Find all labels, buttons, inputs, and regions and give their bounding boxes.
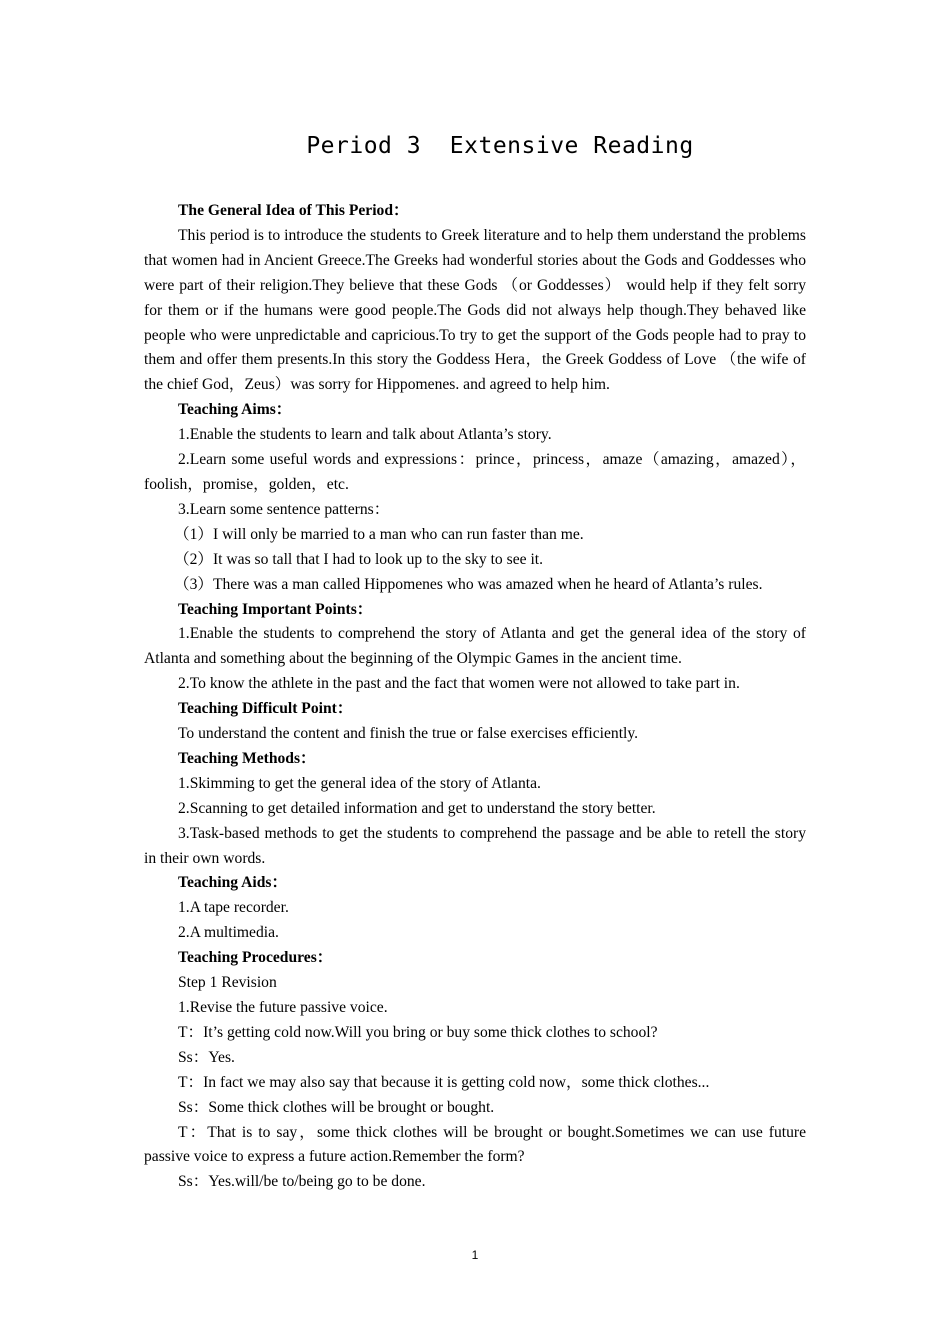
aims-heading: Teaching Aims： [178,401,292,419]
difficult-point-text: To understand the content and finish the true or false exercises efficiently. [178,725,639,743]
important-point-item: 2.To know the athlete in the past and the fact that women were not allowed to take part in. [178,675,740,693]
method-item: 1.Skimming to get the general idea of the story of Atlanta. [178,774,541,792]
procedure-item: Ss：Yes. [178,1048,235,1066]
difficult-point-heading: Teaching Difficult Point： [178,700,353,718]
aims-pattern: （1）I will only be married to a man who can run faster than me. [174,525,584,543]
important-point-item: 1.Enable the students to comprehend the story of Atlanta and get the general idea of the story of Atlanta and something about the beginning of the Olympic Games in the ancient time. [144,625,806,668]
document-body [144,199,806,1195]
aims-pattern: （3）There was a man called Hippomenes who was amazed when he heard of Atlanta’s rules. [174,575,763,593]
procedure-item: T：In fact we may also say that because it is getting cold now，some thick clothes... [178,1073,710,1091]
important-points-heading: Teaching Important Points： [178,600,373,618]
aims-pattern: （2）It was so tall that I had to look up to the sky to see it. [174,550,544,568]
procedure-item: 1.Revise the future passive voice. [178,999,388,1016]
aims-item: 3.Learn some sentence patterns： [178,500,390,518]
aid-item: 1.A tape recorder. [178,899,289,917]
aims-item: 2.Learn some useful words and expressions：prince，princess，amaze（amazing，amazed），foolish，promise，golden，etc. [144,451,806,493]
aims-item: 1.Enable the students to learn and talk about Atlanta’s story. [178,426,552,444]
method-item: 2.Scanning to get detailed information and get to understand the story better. [178,799,656,817]
procedure-item: T：It’s getting cold now.Will you bring or buy some thick clothes to school? [178,1023,658,1041]
procedure-item: T：That is to say，some thick clothes will be brought or bought.Sometimes we can use future passive voice to express a future action.Remember the form? [144,1123,806,1166]
aid-item: 2.A multimedia. [178,924,279,942]
procedure-item: Ss：Some thick clothes will be brought or bought. [178,1098,495,1116]
methods-heading: Teaching Methods： [178,749,316,767]
general-idea-text: This period is to introduce the students to Greek literature and to help them understand the problems that women had in Ancient Greece.The Greeks had wonderful stories about the Gods and Goddesses who were part of their religion.They believe that these Gods （or Goddesses） would help if they felt sorry for them or if the humans were good people.The Gods did not always help though.They behaved like people who were unpredictable and capricious.To try to get the support of the Gods people had to pray to them and offer them presents.In this story the Goddess Hera，the Greek Goddess of Love （the wife of the chief God，Zeus）was sorry for Hippomenes. and agreed to help him. [144,226,806,394]
page-title: Period 3 Extensive Reading [306,133,694,159]
procedures-heading: Teaching Procedures： [178,949,333,967]
procedure-item: Step 1 Revision [178,974,277,992]
aids-heading: Teaching Aids： [178,874,288,892]
page-number: 1 [471,1248,479,1262]
procedure-item: Ss：Yes.will/be to/being go to be done. [178,1173,426,1191]
method-item: 3.Task-based methods to get the students to comprehend the passage and be able to retell the story in their own words. [144,824,806,867]
general-idea-heading: The General Idea of This Period： [178,202,409,219]
